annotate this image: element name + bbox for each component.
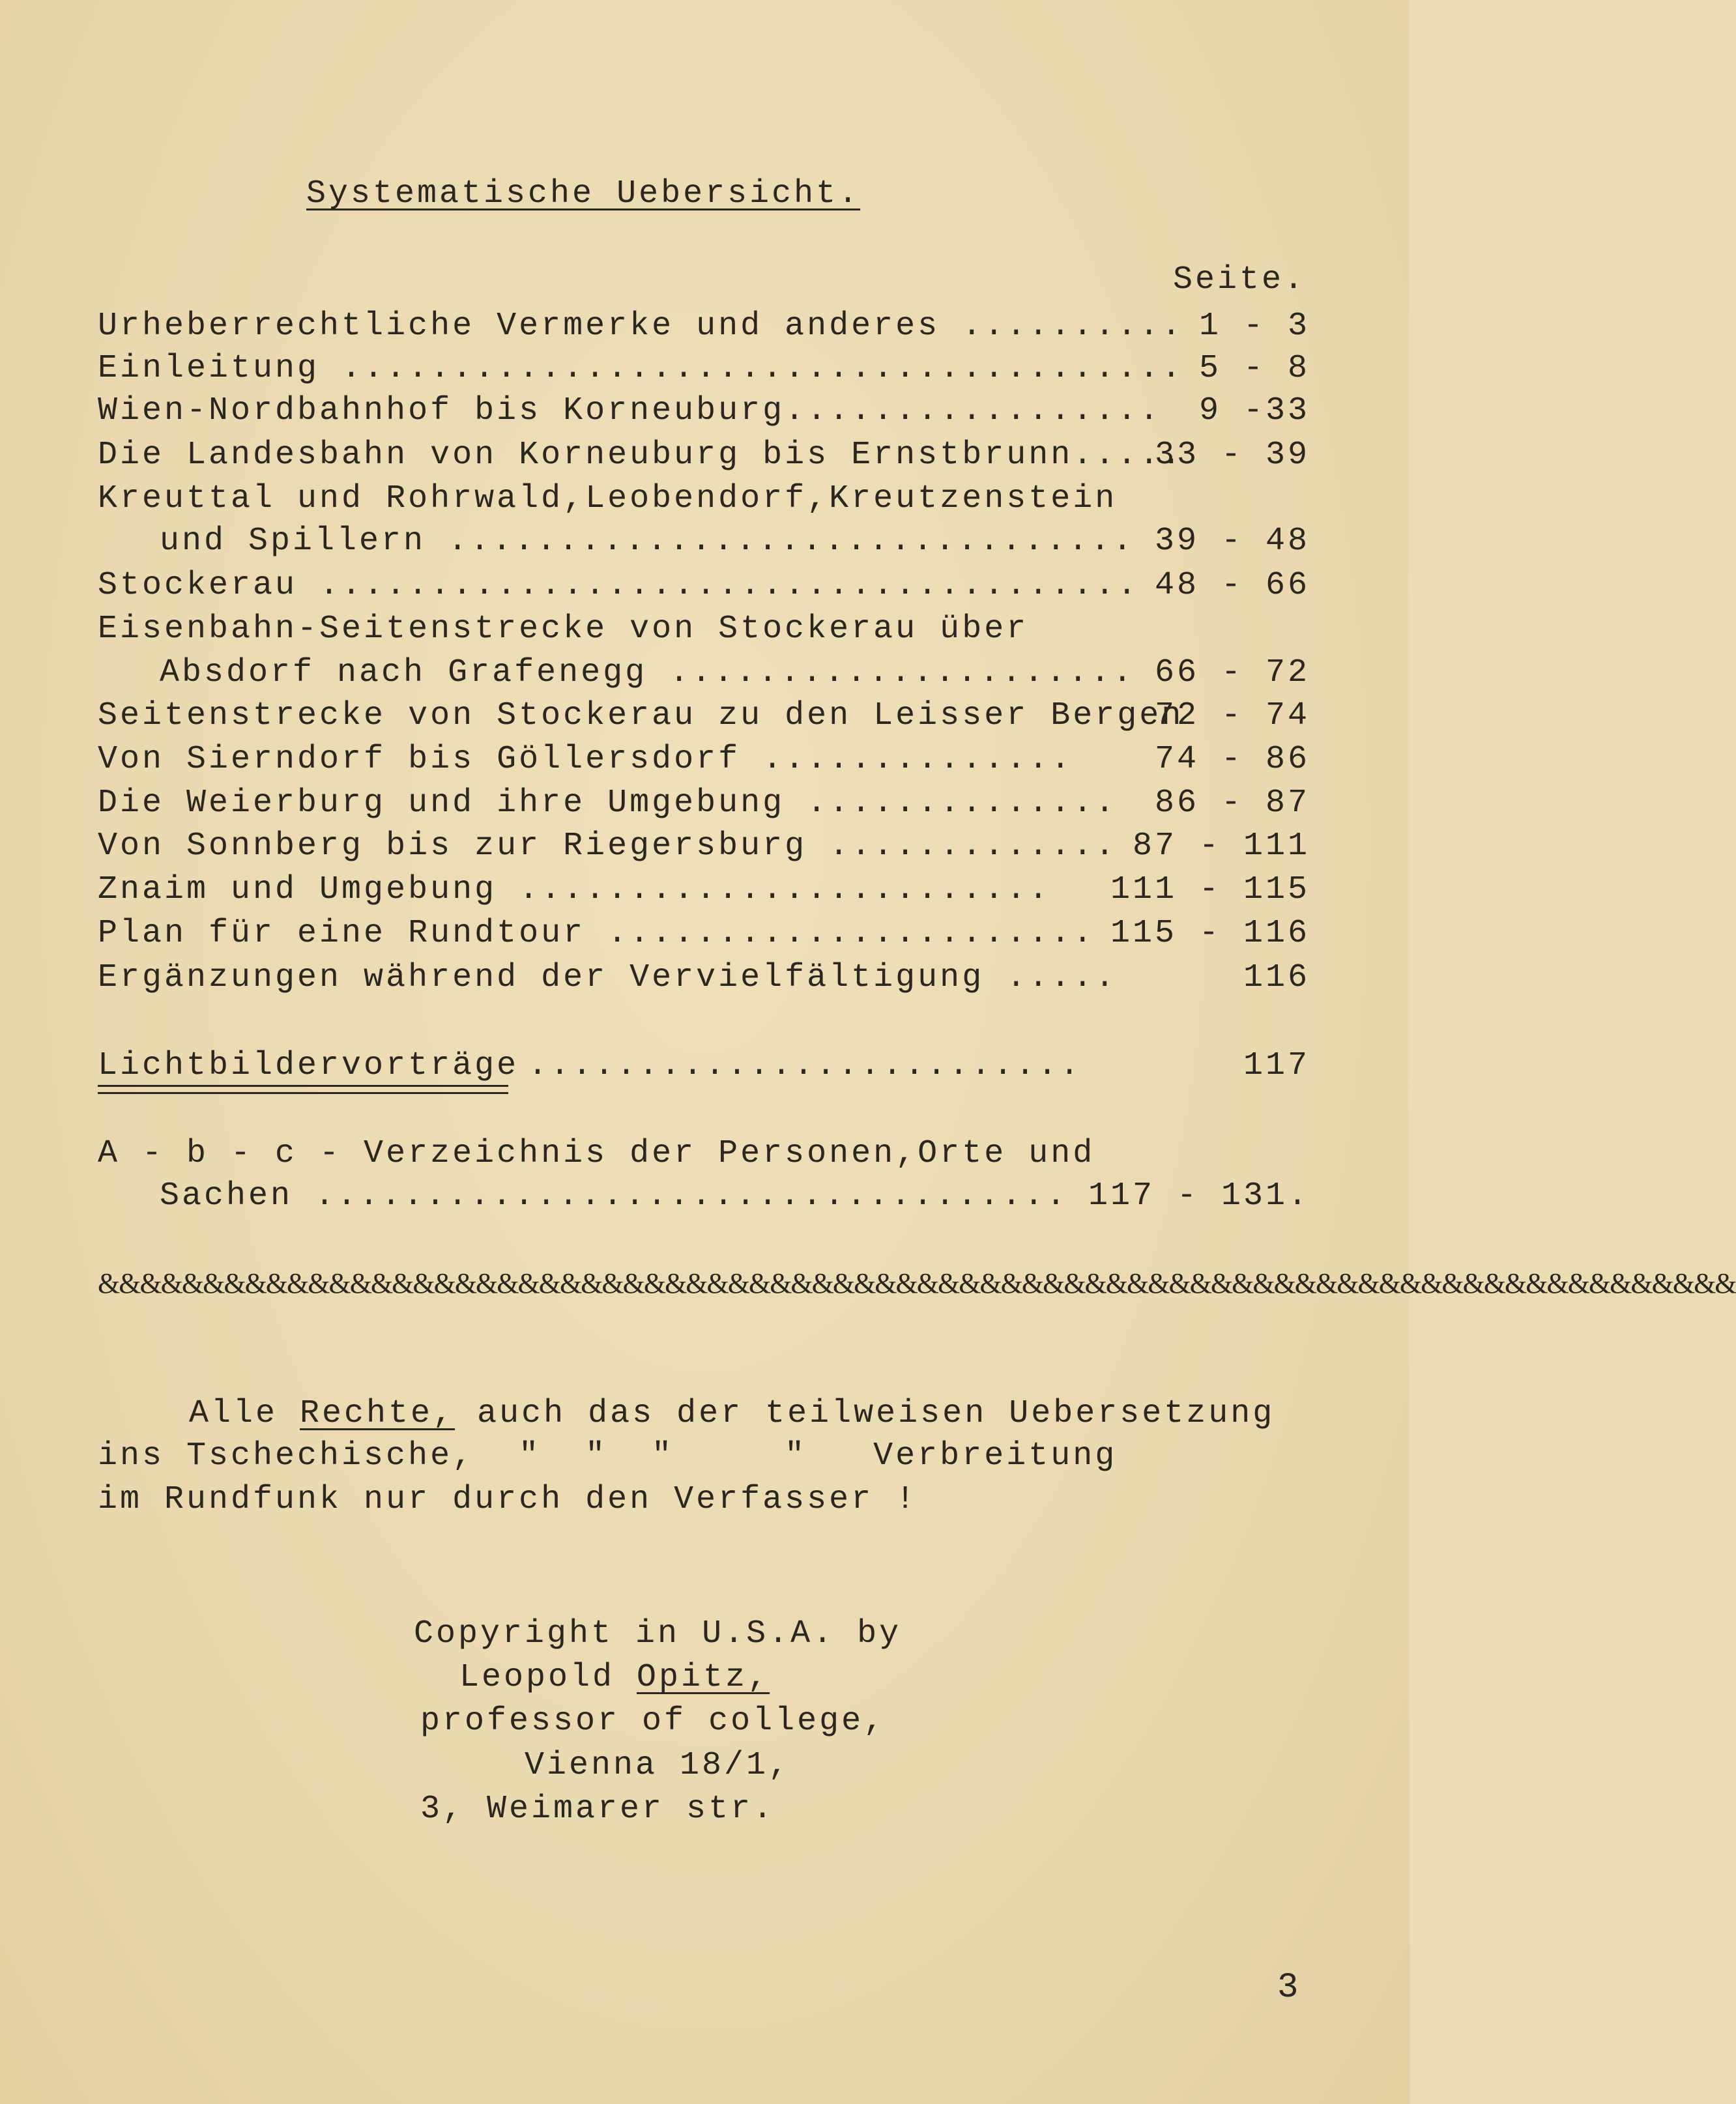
toc-row xyxy=(98,740,1310,780)
toc-row xyxy=(98,479,1310,519)
toc-entry: Von Sonnberg bis zur Riegersburg ............. xyxy=(98,828,1118,865)
ampersand-separator: &&&&&&&&&&&&&&&&&&&&&&&&&&&&&&&&&&&&&&&&&&&&&&&&&&&&&&&&&&&&&&&&&&&&&&&&&&&&&& xyxy=(98,1267,1736,1299)
toc-pages: 86 - 87 xyxy=(1154,785,1310,822)
toc-entry: Von Sierndorf bis Göllersdorf .............. xyxy=(98,741,1073,778)
author-last: Opitz, xyxy=(637,1659,770,1696)
toc-entry: Absdorf nach Grafenegg ..................... xyxy=(160,654,1135,691)
toc-row xyxy=(98,958,1310,998)
lichtbilder-row xyxy=(98,1046,1310,1086)
toc-row xyxy=(98,306,1310,347)
toc-pages: 33 - 39 xyxy=(1154,437,1310,474)
toc-row xyxy=(98,1176,1310,1217)
toc-row xyxy=(98,914,1310,954)
toc-row xyxy=(98,783,1310,824)
toc-row xyxy=(98,391,1310,431)
toc-pages: 72 - 74 xyxy=(1154,697,1310,734)
toc-entry: Die Landesbahn von Korneuburg bis Ernstbrunn..... xyxy=(98,437,1184,474)
toc-entry: Seitenstrecke von Stockerau zu den Leisser Bergen xyxy=(98,697,1184,734)
toc-pages: 66 - 72 xyxy=(1154,654,1310,691)
toc-entry: Einleitung ...................................... xyxy=(98,350,1184,387)
toc-row xyxy=(98,566,1310,606)
rights-underlined: Rechte, xyxy=(300,1395,456,1432)
toc-entry: Kreuttal und Rohrwald,Leobendorf,Kreutzenstein xyxy=(98,480,1118,517)
toc-entry: Urheberrechtliche Vermerke und anderes .......... xyxy=(98,308,1184,345)
toc-row xyxy=(98,826,1310,867)
toc-entry: Wien-Nordbahnhof bis Korneuburg................. xyxy=(98,392,1162,429)
index-line-1: A - b - c - Verzeichnis der Personen,Orte und xyxy=(98,1135,1095,1172)
toc-row xyxy=(98,870,1310,910)
lichtbilder-dots: ......................... xyxy=(528,1047,1082,1084)
rights-line-3: im Rundfunk nur durch den Verfasser ! xyxy=(98,1481,918,1518)
copyright-line-2 xyxy=(459,1658,770,1697)
copyright-line-5: 3, Weimarer str. xyxy=(420,1791,775,1828)
toc-entry: Stockerau ..................................... xyxy=(98,567,1140,604)
copyright-line-1: Copyright in U.S.A. by xyxy=(414,1615,902,1652)
index-pages: 117 - 131. xyxy=(1088,1177,1310,1215)
toc-row xyxy=(98,696,1310,736)
index-line-2: Sachen .................................. xyxy=(160,1177,1069,1215)
lichtbilder-heading: Lichtbildervorträge xyxy=(98,1047,519,1084)
toc-pages: 115 - 116 xyxy=(1110,915,1310,952)
author-first: Leopold xyxy=(459,1659,637,1696)
toc-entry: Plan für eine Rundtour ...................... xyxy=(98,915,1095,952)
toc-pages: 116 xyxy=(1243,959,1310,996)
toc-row xyxy=(98,521,1310,562)
rights-text: auch das der teilweisen Uebersetzung xyxy=(455,1395,1275,1432)
rights-line-1 xyxy=(189,1394,1275,1434)
seite-label: Seite. xyxy=(1173,261,1307,298)
toc-entry: Znaim und Umgebung ........................ xyxy=(98,871,1051,908)
toc-row xyxy=(98,653,1310,693)
copyright-line-3: professor of college, xyxy=(420,1703,886,1740)
toc-entry: Eisenbahn-Seitenstrecke von Stockerau über xyxy=(98,611,1029,648)
toc-pages: 74 - 86 xyxy=(1154,741,1310,778)
toc-pages: 39 - 48 xyxy=(1154,523,1310,560)
page-number: 3 xyxy=(1277,1968,1299,2008)
toc-pages: 111 - 115 xyxy=(1110,871,1310,908)
toc-pages: 5 - 8 xyxy=(1198,350,1310,387)
rights-text: Alle xyxy=(189,1395,300,1432)
rights-line-2: ins Tschechische, " " " " Verbreitung xyxy=(98,1437,1118,1475)
toc-pages: 87 - 111 xyxy=(1132,828,1310,865)
toc-entry: Die Weierburg und ihre Umgebung .............. xyxy=(98,785,1118,822)
double-underline xyxy=(98,1085,508,1094)
toc-pages: 9 -33 xyxy=(1198,392,1310,429)
toc-pages: 48 - 66 xyxy=(1154,567,1310,604)
toc-row xyxy=(98,609,1310,650)
page-title: Systematische Uebersicht. xyxy=(306,175,861,212)
lichtbilder-pages: 117 xyxy=(1243,1047,1310,1084)
copyright-line-4: Vienna 18/1, xyxy=(525,1747,791,1784)
toc-entry: Ergänzungen während der Vervielfältigung ..... xyxy=(98,959,1118,996)
toc-row xyxy=(98,349,1310,389)
toc-pages: 1 - 3 xyxy=(1198,308,1310,345)
toc-row xyxy=(98,435,1310,476)
toc-entry: und Spillern ............................... xyxy=(160,523,1135,560)
